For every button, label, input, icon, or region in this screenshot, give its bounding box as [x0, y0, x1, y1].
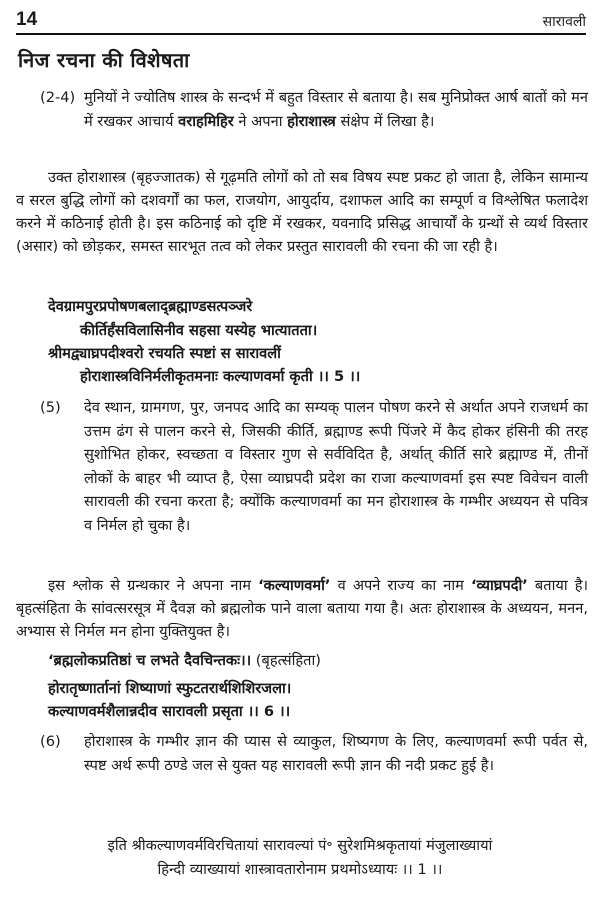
running-title: सारावली [542, 14, 586, 30]
verse-line: श्रीमद्व्याघ्रपदीश्वरो रचयति स्पष्टां स सारावलीं [48, 345, 281, 362]
colophon-line: इति श्रीकल्याणवर्मविरचितायां सारावल्यां पं॰ सुरेशमिश्रकृतायां मंजुलाख्यायां [107, 837, 493, 854]
brihatsamhita-quote: ‘ब्रह्मलोकप्रतिष्ठां च लभते दैवचिन्तकः।। (बृहत्संहिता) [48, 652, 321, 669]
bold-varahamihira: वराहमिहिर [178, 112, 234, 130]
page-header [16, 6, 586, 34]
verse-line: कल्याणवर्मशैलान्नदीव सारावली प्रसृता ।। 6 ।। [48, 703, 291, 720]
commentary-2-4: (2-4) मुनियों ने ज्योतिष शास्त्र के सन्दर्भ में बहुत विस्तार से बताया है। सब मुनिप्रोक्त आर्ष बातों को मन में रखकर आचार्य वराहमिहिर ने अपना होराशास्त्र संक्षेप में लिखा है। [40, 86, 588, 133]
bold-kalyanavarma: ‘कल्याणवर्मा’ [258, 577, 331, 594]
page-number: 14 [16, 9, 38, 30]
commentary-6: (6) होराशास्त्र के गम्भीर ज्ञान की प्यास से व्याकुल, शिष्यगण के लिए, कल्याणवर्मा रूपी पर्वत से, स्पष्ट अर्थ रूपी ठण्डे जल से युक्त यह सारावली रूपी ज्ञान की नदी प्रकट हुई है। [40, 730, 588, 777]
author-name-paragraph: इस श्लोक से ग्रन्थकार ने अपना नाम ‘कल्याणवर्मा’ व अपने राज्य का नाम ‘व्याघ्रपदी’ बताया है। बृहत्संहिता के सांवत्सरसूत्र में दैवज्ञ को ब्रह्मलोक पाने वाला बताया गया है। अतः होराशास्त्र के अध्ययन, मनन, अभ्यास से निर्मल मन होना युक्तियुक्त है। [16, 577, 588, 640]
commentary-5: (5) देव स्थान, ग्रामगण, पुर, जनपद आदि का सम्यक् पालन पोषण करने से अर्थात अपने राजधर्म का उत्तम ढंग से पालन करने से, जिसकी कीर्ति, ब्रह्माण्ड रूपी पिंजरे में कैद होकर हंसिनी की तरह सुशोभित होकर, स्वच्छता व विस्तार गुण से सर्वविदित है, अर्थात् कीर्ति सारे ब्रह्माण्ड में, तीनों लोकों के बाहर भी व्याप्त है, ऐसा व्याघ्रपदी प्रदेश का राजा कल्याणवर्मा इस स्पष्ट विवेचन वाली सारावली की रचना करता है; क्योंकि कल्याणवर्मा का मन होराशास्त्र के गम्भीर अध्ययन से पवित्र व निर्मल हो चुका है। [40, 396, 588, 537]
header-rule [16, 33, 586, 35]
colophon-line: हिन्दी व्याख्यायां शास्त्रावतारोनाम प्रथमोऽध्यायः ।। 1 ।। [157, 861, 443, 878]
commentary-number: (5) [40, 399, 61, 416]
intro-paragraph: उक्त होराशास्त्र (बृहज्जातक) से गूढ़मति लोगों को तो सब विषय स्पष्ट प्रकट हो जाता है, लेकिन सामान्य व सरल बुद्धि लोगों को दशवर्गों का फल, राजयोग, आयुर्दाय, दशाफल आदि का सम्पूर्ण व विश्लेषित फलादेश करने में कठिनाई होती है। इस कठिनाई को दृष्टि में रखकर, यवनादि प्रसिद्ध आचार्यों के ग्रन्थों से व्यर्थ विस्तार (असार) को छोड़कर, समस्त सारभूत तत्व को लेकर प्रस्तुत सारावली की रचना की जा रही है। [16, 169, 588, 255]
verse-line: होरातृष्णार्तानां शिष्याणां स्फुटतरार्थशिशिरजला। [48, 680, 292, 697]
commentary-number: (2-4) [40, 89, 76, 106]
quote-source: (बृहत्संहिता) [251, 652, 321, 669]
section-heading: निज रचना की विशेषता [18, 48, 190, 72]
commentary-number: (6) [40, 733, 61, 750]
verse-line: देवग्रामपुरप्रपोषणबलाद्ब्रह्माण्डसत्पञ्जरे [48, 298, 253, 315]
verse-line: होराशास्त्रविनिर्मलीकृतमनाः कल्याणवर्मा कृती ।। 5 ।। [80, 368, 361, 385]
bold-vyaghrapadi: ‘व्याघ्रपदी’ [471, 577, 528, 594]
bold-horashastra: होराशास्त्र [287, 112, 336, 130]
verse-line: कीर्तिर्हंसविलासिनीव सहसा यस्येह भात्यातता। [80, 322, 318, 339]
